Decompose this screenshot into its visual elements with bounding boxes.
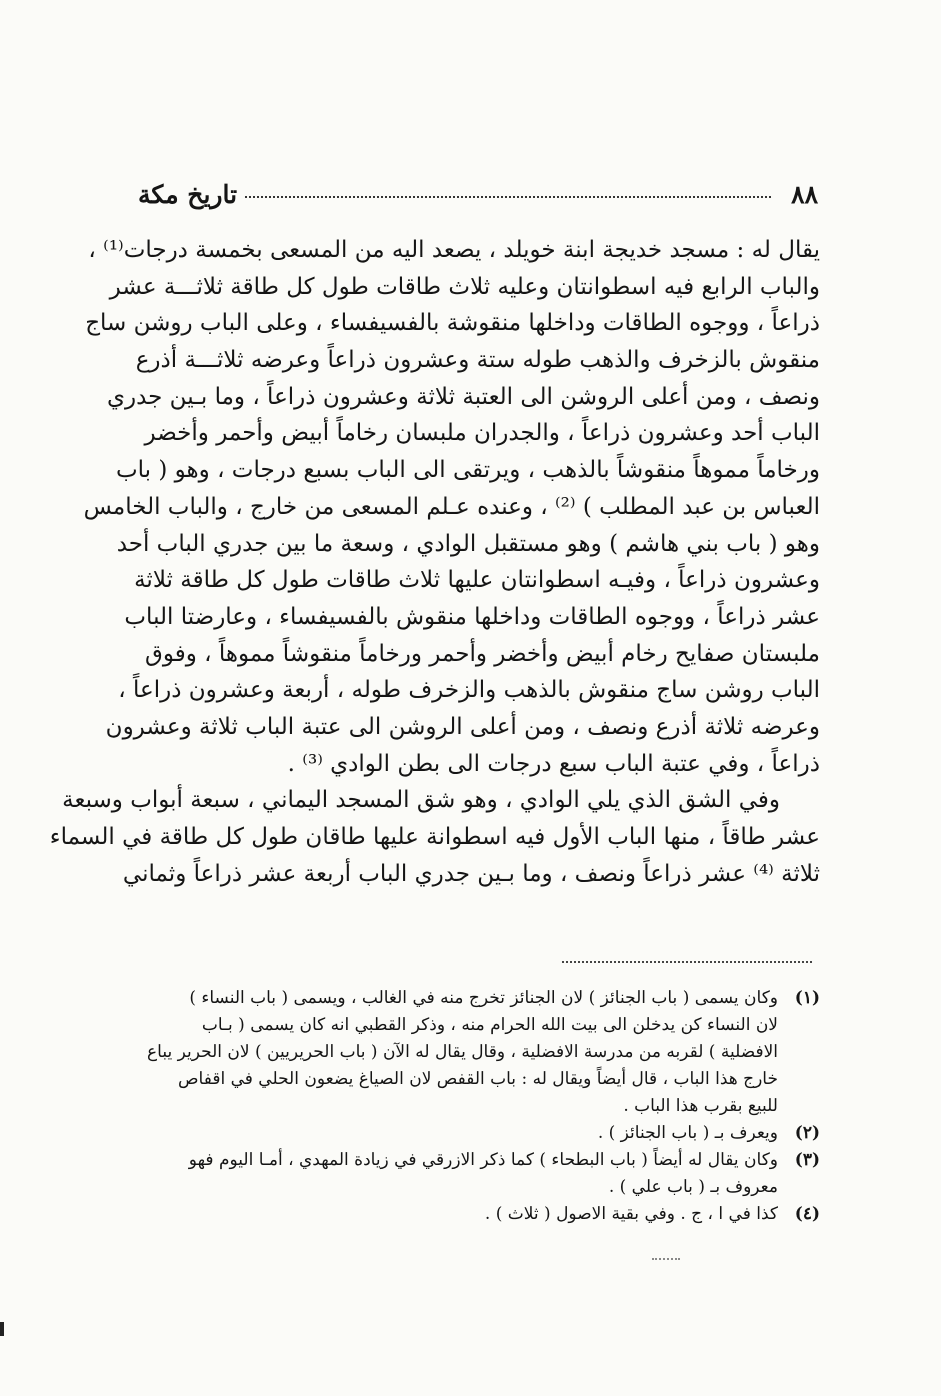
text-line: وعرضه ثلاثة أذرع ونصف ، ومن أعلى الروشن الى عتبة الباب ثلاثة وعشرون — [105, 713, 820, 740]
footnote-line: الافضلية ) لقربه من مدرسة الافضلية ، وقال يقال له الآن ( باب الحريريين ) لان الحرير يباع — [147, 1042, 778, 1062]
text-line: ونصف ، ومن أعلى الروشن الى العتبة ثلاثة وعشرون ذراعاً ، وما بـين جدري — [106, 383, 820, 410]
text-line: ورخاماً مموهاً منقوشاً بالذهب ، ويرتقى الى الباب بسبع درجات ، وهو ( باب — [115, 457, 820, 484]
footnote-number: (١) — [794, 988, 820, 1008]
text-line: وهو ( باب بني هاشم ) وهو مستقبل الوادي ، وسعة ما بين جدري الباب أحد — [116, 530, 820, 557]
footnote-line: للبيع بقرب هذا الباب . — [623, 1096, 778, 1116]
text-line: ذراعاً ، وفي عتبة الباب سبع درجات الى بطن الوادي ⁽³⁾ . — [287, 750, 820, 777]
text-line: منقوش بالزخرف والذهب طوله ستة وعشرون ذراعاً وعرضه ثلاثـــة أذرع — [135, 347, 820, 374]
running-header — [138, 174, 818, 214]
footnote-separator — [562, 961, 812, 963]
footnote-number: (٣) — [794, 1150, 820, 1170]
text-line: ثلاثة ⁽⁴⁾ عشر ذراعاً ونصف ، وما بـين جدري الباب أربعة عشر ذراعاً وثماني — [122, 860, 820, 887]
text-line: الباب روشن ساج منقوش بالذهب والزخرف طوله ، أربعة وعشرون ذراعاً ، — [118, 677, 820, 704]
paragraph — [83, 232, 820, 782]
text-line: ملبستان صفايح رخام أبيض وأخضر وأحمر ورخاماً منقوشاً مموهاً ، وفوق — [144, 640, 820, 667]
text-line: العباس بن عبد المطلب ) ⁽²⁾ ، وعنده عـلم المسعى من خارج ، والباب الخامس — [83, 493, 820, 520]
book-title: تاريخ مكة — [138, 179, 238, 209]
footnote-line: معروف بـ ( باب علي ) . — [608, 1177, 778, 1197]
text-line: وفي الشق الذي يلي الوادي ، وهو شق المسجد اليماني ، سبعة أبواب وسبعة — [62, 787, 780, 814]
text-line: عشر طاقاً ، منها الباب الأول فيه اسطوانة عليها طاقان طول كل طاقة في السماء — [49, 824, 820, 850]
footnote-line: وكان يسمى ( باب الجنائز ) لان الجنائز تخرج منه في الغالب ، ويسمى ( باب النساء ) — [189, 988, 778, 1008]
footnote-line: كذا في ا ، ج . وفي بقية الاصول ( ثلاث ) . — [484, 1204, 778, 1224]
page-number: ٨٨ — [791, 179, 818, 209]
text-line: يقال له : مسجد خديجة ابنة خويلد ، يصعد اليه من المسعى بخمسة درجات⁽¹⁾ ، — [88, 237, 820, 263]
footnote — [140, 1120, 820, 1147]
footnote-number: (٢) — [794, 1123, 820, 1143]
paragraph — [49, 782, 820, 892]
footnote — [140, 1201, 820, 1228]
ink-smudge — [652, 1250, 680, 1260]
footnote-line: لان النساء كن يدخلن الى بيت الله الحرام منه ، وذكر القطبي انه كان يسمى ( بـاب — [201, 1015, 778, 1035]
text-line: ذراعاً ، ووجوه الطاقات وداخلها منقوشة بالفسيفساء ، وعلى الباب روشن ساج — [85, 310, 820, 337]
text-line: وعشرون ذراعاً ، وفيـه اسطوانتان عليها ثلاث طاقات طول كل طاقة ثلاثة — [134, 567, 820, 594]
header-dotted-rule — [245, 196, 771, 198]
footnote — [140, 985, 820, 1120]
footnote-line: وكان يقال له أيضاً ( باب البطحاء ) كما ذكر الازرقي في زيادة المهدي ، أمـا اليوم فهو — [188, 1150, 778, 1170]
footnote-line: ويعرف بـ ( باب الجنائز ) . — [597, 1123, 778, 1143]
main-text — [49, 232, 820, 892]
footnote-number: (٤) — [794, 1204, 820, 1224]
margin-mark — [0, 1322, 4, 1336]
text-line: الباب أحد وعشرون ذراعاً ، والجدران ملبسان رخاماً أبيض وأحمر وأخضر — [144, 420, 820, 447]
footnote-line: خارج هذا الباب ، قال أيضاً ويقال له : باب القفص لان الصياغ يضعون الحلي في اقفاص — [178, 1069, 778, 1089]
footnote — [140, 1147, 820, 1201]
footnotes — [140, 985, 820, 1228]
text-line: عشر ذراعاً ، ووجوه الطاقات وداخلها منقوش بالفسيفساء ، وعارضتا الباب — [124, 603, 820, 630]
text-line: والباب الرابع فيه اسطوانتان وعليه ثلاث طاقات طول كل طاقة ثلاثـــة عشر — [109, 273, 820, 300]
